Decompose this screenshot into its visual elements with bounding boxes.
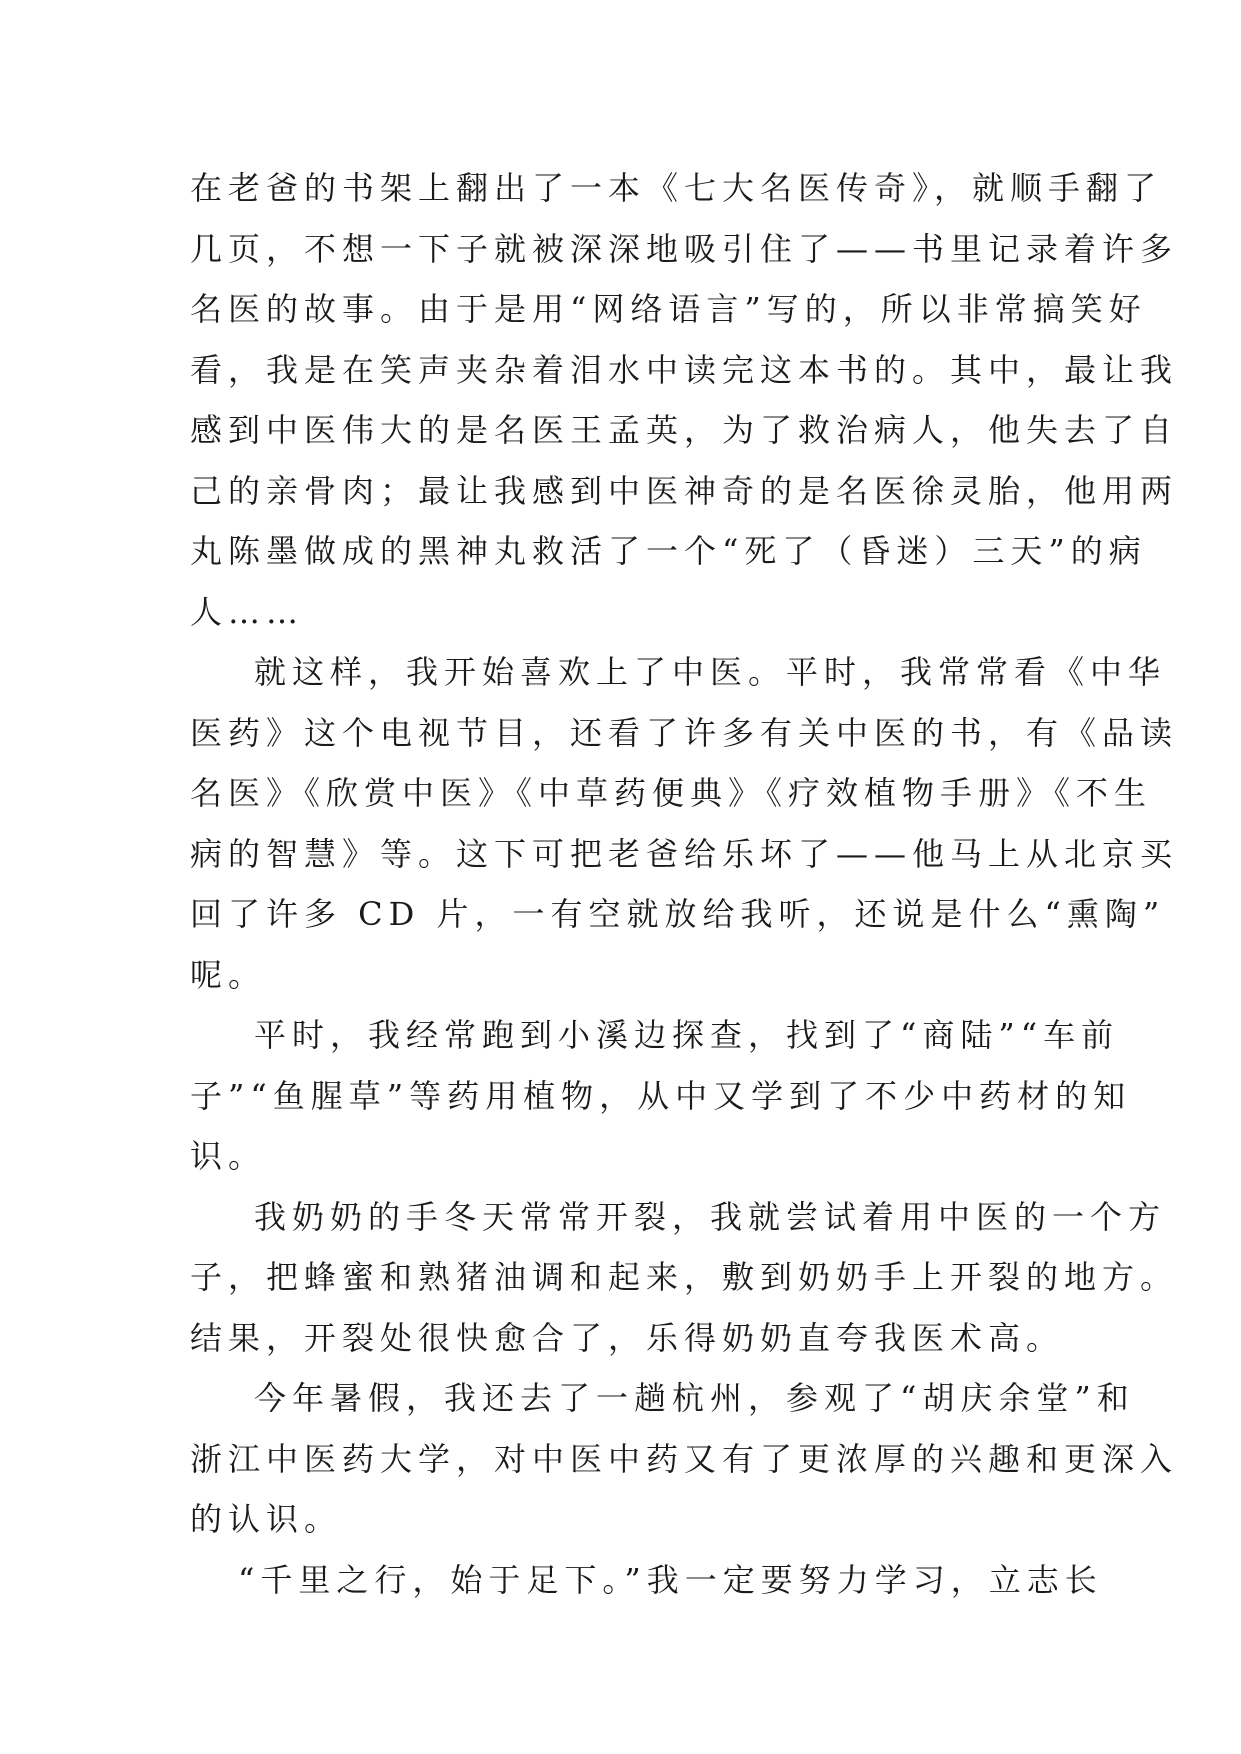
text-line: 结果，开裂处很快愈合了，乐得奶奶直夸我医术高。 — [190, 1318, 1065, 1357]
text-line: 医药》这个电视节目，还看了许多有关中医的书，有《品读 — [190, 713, 1179, 752]
text-line: 几页，不想一下子就被深深地吸引住了——书里记录着许多 — [190, 229, 1179, 268]
text-line: 回了许多 CD 片，一有空就放给我听，还说是什么“熏陶” — [190, 895, 1166, 933]
text-line: 感到中医伟大的是名医王孟英，为了救治病人，他失去了自 — [190, 411, 1179, 449]
text-line: 看，我是在笑声夹杂着泪水中读完这本书的。其中，最让我 — [190, 350, 1179, 389]
paragraph-1 — [190, 158, 1179, 642]
text-line: 人…… — [190, 592, 305, 631]
text-line: 子”“鱼腥草”等药用植物，从中又学到了不少中药材的知 — [190, 1076, 1132, 1115]
text-line: 己的亲骨肉；最让我感到中医神奇的是名医徐灵胎，他用两 — [190, 471, 1179, 510]
text-line: 呢。 — [190, 955, 267, 994]
text-line: 的认识。 — [190, 1500, 343, 1538]
text-line: “千里之行，始于足下。”我一定要努力学习，立志长 — [238, 1560, 1103, 1599]
text-line: 识。 — [190, 1137, 267, 1175]
paragraph-5 — [190, 1368, 1179, 1550]
text-line: 病的智慧》等。这下可把老爸给乐坏了——他马上从北京买 — [190, 834, 1179, 873]
text-line: 就这样，我开始喜欢上了中医。平时，我常常看《中华 — [254, 653, 1167, 691]
text-line: 平时，我经常跑到小溪边探查，找到了“商陆”“车前 — [254, 1016, 1120, 1054]
text-line: 名医》《欣赏中医》《中草药便典》《疗效植物手册》《不生 — [190, 774, 1153, 812]
text-line: 名医的故事。由于是用“网络语言”写的，所以非常搞笑好 — [190, 290, 1147, 328]
paragraph-4 — [190, 1187, 1179, 1369]
text-line: 丸陈墨做成的黑神丸救活了一个“死了（昏迷）三天”的病 — [190, 532, 1147, 570]
paragraph-2 — [190, 642, 1179, 1005]
text-line: 浙江中医药大学，对中医中药又有了更浓厚的兴趣和更深入 — [190, 1439, 1179, 1478]
paragraph-3 — [190, 1005, 1132, 1187]
document-body — [190, 158, 1179, 1610]
text-line: 我奶奶的手冬天常常开裂，我就尝试着用中医的一个方 — [254, 1197, 1167, 1236]
paragraph-6 — [190, 1550, 1103, 1611]
text-line: 今年暑假，我还去了一趟杭州，参观了“胡庆余堂”和 — [254, 1379, 1135, 1417]
text-line: 子，把蜂蜜和熟猪油调和起来，敷到奶奶手上开裂的地方。 — [190, 1258, 1179, 1296]
text-line: 在老爸的书架上翻出了一本《七大名医传奇》，就顺手翻了 — [190, 169, 1163, 207]
